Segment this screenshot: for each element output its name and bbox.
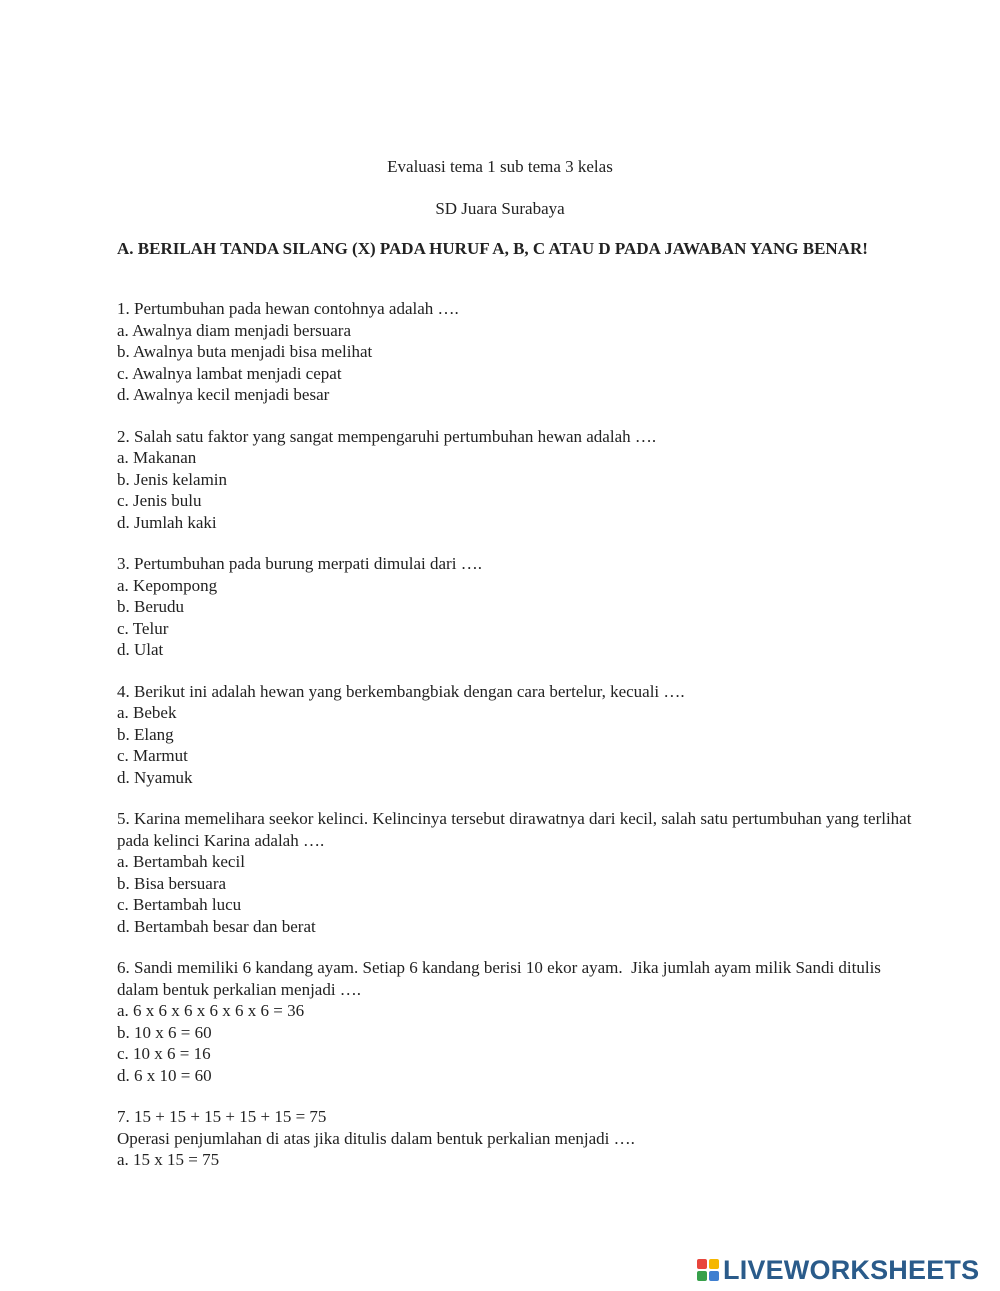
answer-option[interactable]: c. 10 x 6 = 16 [117,1044,211,1063]
question-stem: 7. 15 + 15 + 15 + 15 + 15 = 75 [117,1107,327,1126]
answer-option[interactable]: b. Bisa bersuara [117,873,227,893]
answer-option[interactable]: a. Bebek [117,703,177,722]
answer-option[interactable]: c. Awalnya lambat menjadi cepat [117,363,342,383]
question-item [117,681,917,789]
liveworksheets-logo [697,1256,979,1284]
section-instruction: A. BERILAH TANDA SILANG (X) PADA HURUF A, B, C ATAU D PADA JAWABAN YANG BENAR! [117,239,868,258]
answer-option[interactable]: d. 6 x 10 = 60 [117,1065,212,1085]
answer-option[interactable]: b. Awalnya buta menjadi bisa melihat [117,342,373,361]
question-item [117,553,917,661]
question-item [117,808,917,937]
answer-option[interactable]: d. Awalnya kecil menjadi besar [117,385,330,404]
answer-option[interactable]: b. Berudu [117,597,185,616]
question-item [117,957,917,1086]
logo-block [697,1271,707,1281]
answer-option[interactable]: a. 15 x 15 = 75 [117,1150,220,1169]
question-stem: 6. Sandi memiliki 6 kandang ayam. Setiap 6 kandang berisi 10 ekor ayam. Jika jumlah ayam milik Sandi ditulis dalam bentuk perkalian menjadi …. [117,958,886,999]
logo-block [697,1259,707,1269]
answer-option[interactable]: d. Nyamuk [117,767,193,787]
question-stem: 3. Pertumbuhan pada burung merpati dimulai dari …. [117,554,482,573]
answer-option[interactable]: d. Bertambah besar dan berat [117,916,316,936]
answer-option[interactable]: c. Marmut [117,746,188,765]
answer-option[interactable]: b. 10 x 6 = 60 [117,1022,212,1042]
logo-blocks-icon [697,1259,719,1281]
question-item [117,1106,917,1171]
question-stem: 1. Pertumbuhan pada hewan contohnya adalah …. [117,299,459,318]
question-stem: 4. Berikut ini adalah hewan yang berkembangbiak dengan cara bertelur, kecuali …. [117,681,685,701]
answer-option[interactable]: a. Kepompong [117,575,218,595]
answer-option[interactable]: a. Bertambah kecil [117,852,245,871]
answer-option[interactable]: d. Jumlah kaki [117,512,217,532]
question-stem: 2. Salah satu faktor yang sangat mempengaruhi pertumbuhan hewan adalah …. [117,426,657,446]
answer-option[interactable]: b. Jenis kelamin [117,469,228,489]
worksheet-title: Evaluasi tema 1 sub tema 3 kelas [387,157,613,176]
answer-option[interactable]: d. Ulat [117,640,164,659]
answer-option[interactable]: b. Elang [117,724,174,744]
logo-block [709,1271,719,1281]
answer-option[interactable]: c. Telur [117,618,169,638]
question-item [117,426,917,534]
question-item [117,298,917,406]
answer-option[interactable]: a. Makanan [117,448,197,467]
question-list [117,298,917,1191]
answer-option[interactable]: a. Awalnya diam menjadi bersuara [117,320,351,340]
question-stem: 5. Karina memelihara seekor kelinci. Kelincinya tersebut dirawatnya dari kecil, salah satu pertumbuhan yang terlihat pada kelinci Karina adalah …. [117,809,916,850]
answer-option[interactable]: c. Bertambah lucu [117,895,242,914]
question-prompt: Operasi penjumlahan di atas jika ditulis dalam bentuk perkalian menjadi …. [117,1128,635,1148]
logo-text: LIVEWORKSHEETS [723,1254,980,1285]
answer-option[interactable]: a. 6 x 6 x 6 x 6 x 6 x 6 = 36 [117,1001,305,1020]
answer-option[interactable]: c. Jenis bulu [117,491,202,510]
logo-block [709,1259,719,1269]
school-name: SD Juara Surabaya [435,199,565,218]
